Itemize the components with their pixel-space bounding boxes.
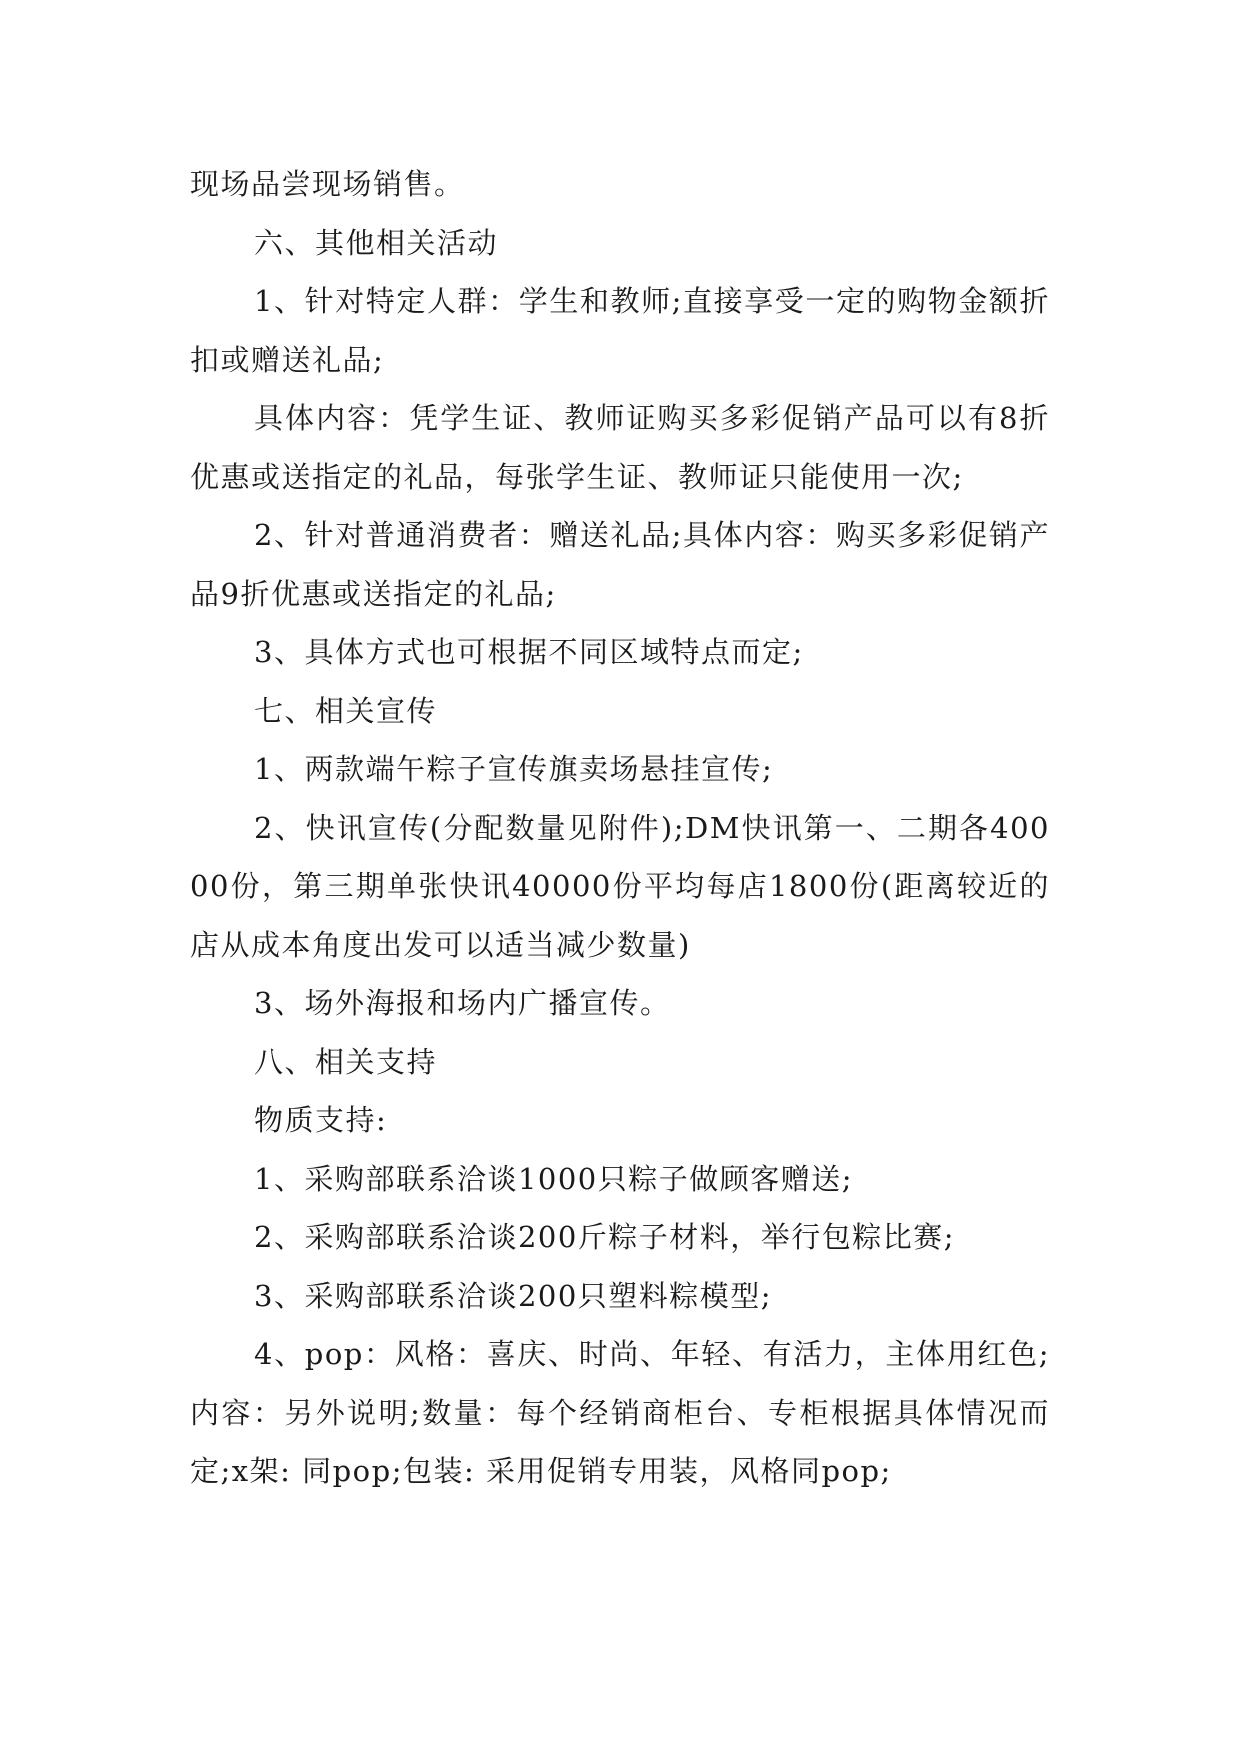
section-heading-8: 八、相关支持: [254, 1044, 438, 1079]
document-body: [190, 155, 1050, 1501]
paragraph-16: 4、pop：风格：喜庆、时尚、年轻、有活力，主体用红色;内容：另外说明;数量：每个经销商柜台、专柜根据具体情况而定;x架: 同pop;包装: 采用促销专用装，风格同pop;: [190, 1337, 1050, 1488]
paragraph-12: 物质支持:: [254, 1103, 388, 1137]
paragraph-9: 2、快讯宣传(分配数量见附件);DM快讯第一、二期各40000份，第三期单张快讯40000份平均每店1800份(距离较近的店从成本角度出发可以适当减少数量): [190, 810, 1050, 962]
section-heading-7: 七、相关宣传: [254, 693, 438, 728]
paragraph-10: 3、场外海报和场内广播宣传。: [254, 986, 671, 1020]
paragraph-5: 2、针对普通消费者：赠送礼品;具体内容：购买多彩促销产品9折优惠或送指定的礼品;: [190, 518, 1050, 611]
section-heading-6: 六、其他相关活动: [254, 225, 499, 260]
paragraph-4: 具体内容：凭学生证、教师证购买多彩促销产品可以有8折优惠或送指定的礼品，每张学生证、教师证只能使用一次;: [190, 401, 1050, 494]
paragraph-15: 3、采购部联系洽谈200只塑料粽模型;: [254, 1278, 773, 1313]
paragraph-3: 1、针对特定人群：学生和教师;直接享受一定的购物金额折扣或赠送礼品;: [190, 284, 1050, 377]
paragraph-14: 2、采购部联系洽谈200斤粽子材料，举行包粽比赛;: [254, 1220, 956, 1254]
paragraph-13: 1、采购部联系洽谈1000只粽子做顾客赠送;: [254, 1161, 854, 1196]
paragraph-6: 3、具体方式也可根据不同区域特点而定;: [254, 635, 804, 669]
paragraph-8: 1、两款端午粽子宣传旗卖场悬挂宣传;: [254, 752, 774, 786]
paragraph-1: 现场品尝现场销售。: [190, 167, 465, 201]
